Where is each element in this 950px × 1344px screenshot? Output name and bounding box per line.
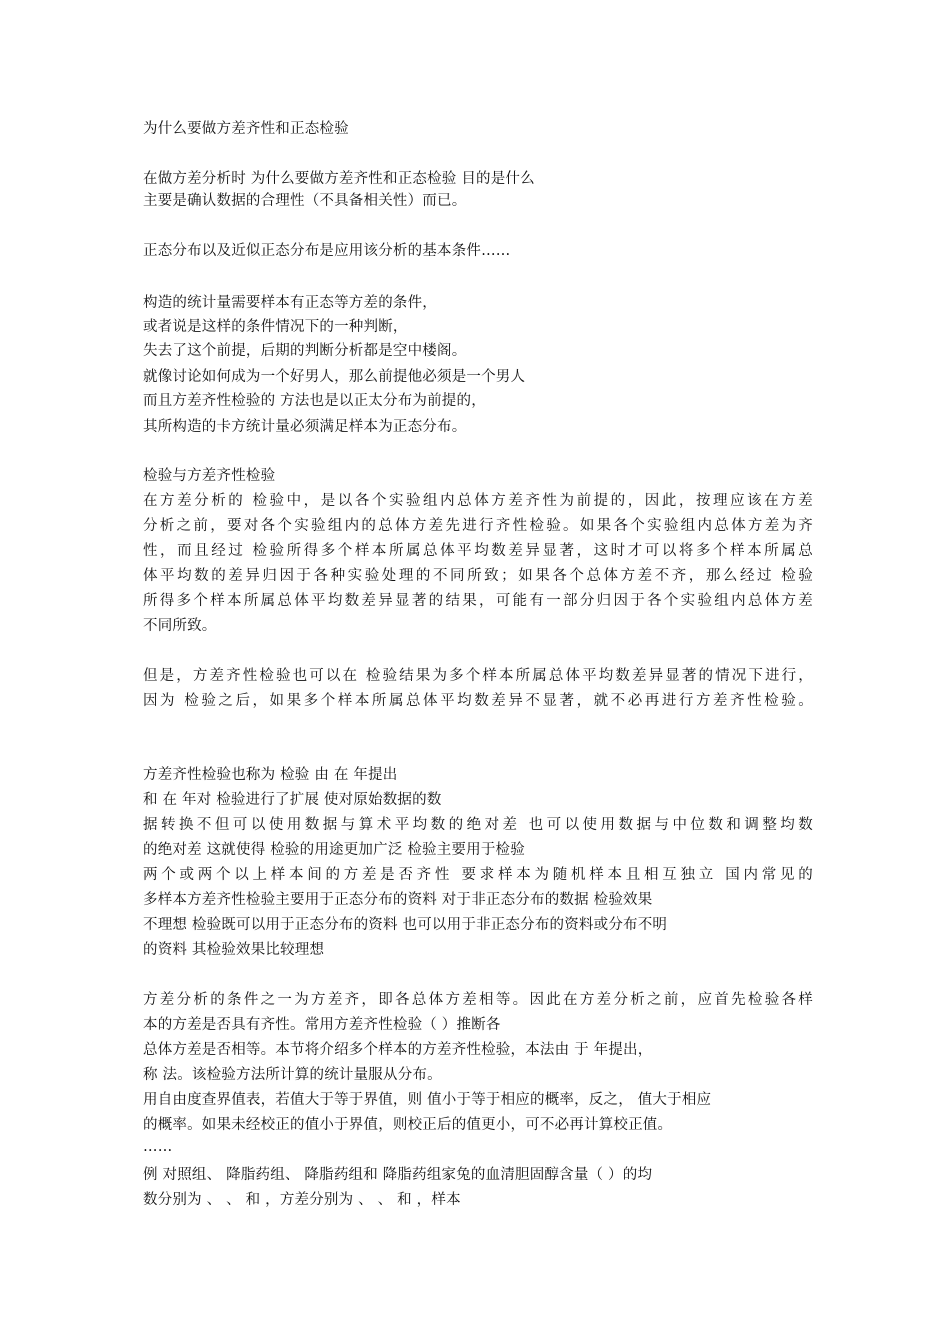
paragraph-line: 用自由度查界值表，若值大于等于界值，则 值小于等于相应的概率，反之， 值大于相应: [143, 1092, 712, 1108]
paragraph-line: 两个或两个以上样本间的方差是否齐性 要求样本为随机样本且相互独立 国内常见的: [143, 867, 813, 883]
paragraph-line: 多样本方差齐性检验主要用于正态分布的资料 对于非正态分布的数据 检验效果: [143, 892, 653, 908]
paragraph-line: 因为 检验之后，如果多个样本所属总体平均数差异不显著，就不必再进行方差齐性检验。: [143, 693, 813, 709]
reason-line: 或者说是这样的条件情况下的一种判断，: [143, 319, 408, 335]
paragraph-line: 的绝对差 这就使得 检验的用途更加广泛 检验主要用于检验: [143, 842, 525, 858]
paragraph-line: 不同所致。: [143, 618, 217, 634]
paragraph-line: 总体方差是否相等。本节将介绍多个样本的方差齐性检验，本法由 于 年提出，: [143, 1042, 653, 1058]
intro-line: 正态分布以及近似正态分布是应用该分析的基本条件……: [143, 243, 511, 259]
paragraph-line: 但是，方差齐性检验也可以在 检验结果为多个样本所属总体平均数差异显著的情况下进行，: [143, 668, 813, 684]
paragraph-line: 在方差分析的 检验中，是以各个实验组内总体方差齐性为前提的，因此，按理应该在方差: [143, 493, 813, 509]
paragraph-line: 体平均数的差异归因于各种实验处理的不同所致；如果各个总体方差不齐，那么经过 检验: [143, 568, 813, 584]
paragraph-line: 的概率。如果未经校正的值小于界值，则校正后的值更小，可不必再计算校正值。: [143, 1117, 673, 1133]
paragraph-line: 和 在 年对 检验进行了扩展 使对原始数据的数: [143, 792, 442, 808]
paragraph-line: 的资料 其检验效果比较理想: [143, 942, 325, 958]
doc-title: 为什么要做方差齐性和正态检验: [143, 121, 349, 137]
reason-line: 构造的统计量需要样本有正态等方差的条件，: [143, 295, 437, 311]
example-line: 例 对照组、 降脂药组、 降脂药组和 降脂药组家兔的血清胆固醇含量（ ）的均: [143, 1167, 653, 1183]
paragraph-line: 方差分析的条件之一为方差齐，即各总体方差相等。因此在方差分析之前，应首先检验各样: [143, 992, 813, 1008]
paragraph-line: 性，而且经过 检验所得多个样本所属总体平均数差异显著，这时才可以将多个样本所属总: [143, 543, 813, 559]
paragraph-line: 本的方差是否具有齐性。常用方差齐性检验（ ）推断各: [143, 1017, 501, 1033]
reason-line: 就像讨论如何成为一个好男人，那么前提他必须是一个男人: [143, 369, 526, 385]
ellipsis-line: ……: [143, 1139, 173, 1155]
answer-line: 主要是确认数据的合理性（不具备相关性）而已。: [143, 193, 467, 209]
reason-line: 失去了这个前提，后期的判断分析都是空中楼阁。: [143, 343, 467, 359]
paragraph-line: 据转换不但可以使用数据与算术平均数的绝对差 也可以使用数据与中位数和调整均数: [143, 817, 813, 833]
reason-line: 而且方差齐性检验的 方法也是以正太分布为前提的，: [143, 393, 486, 409]
paragraph-line: 不理想 检验既可以用于正态分布的资料 也可以用于非正态分布的资料或分布不明: [143, 917, 668, 933]
paragraph-line: 所得多个样本所属总体平均数差异显著的结果，可能有一部分归因于各个实验组内总体方差: [143, 593, 813, 609]
example-line: 数分别为 、 、 和 ，方差分别为 、 、 和 ，样本: [143, 1192, 461, 1208]
paragraph-line: 分析之前，要对各个实验组内的总体方差先进行齐性检验。如果各个实验组内总体方差为齐: [143, 518, 813, 534]
reason-line: 其所构造的卡方统计量必须满足样本为正态分布。: [143, 419, 467, 435]
question-line: 在做方差分析时 为什么要做方差齐性和正态检验 目的是什么: [143, 171, 535, 187]
paragraph-line: 方差齐性检验也称为 检验 由 在 年提出: [143, 767, 398, 783]
section-heading: 检验与方差齐性检验: [143, 468, 276, 484]
paragraph-line: 称 法。该检验方法所计算的统计量服从分布。: [143, 1067, 442, 1083]
